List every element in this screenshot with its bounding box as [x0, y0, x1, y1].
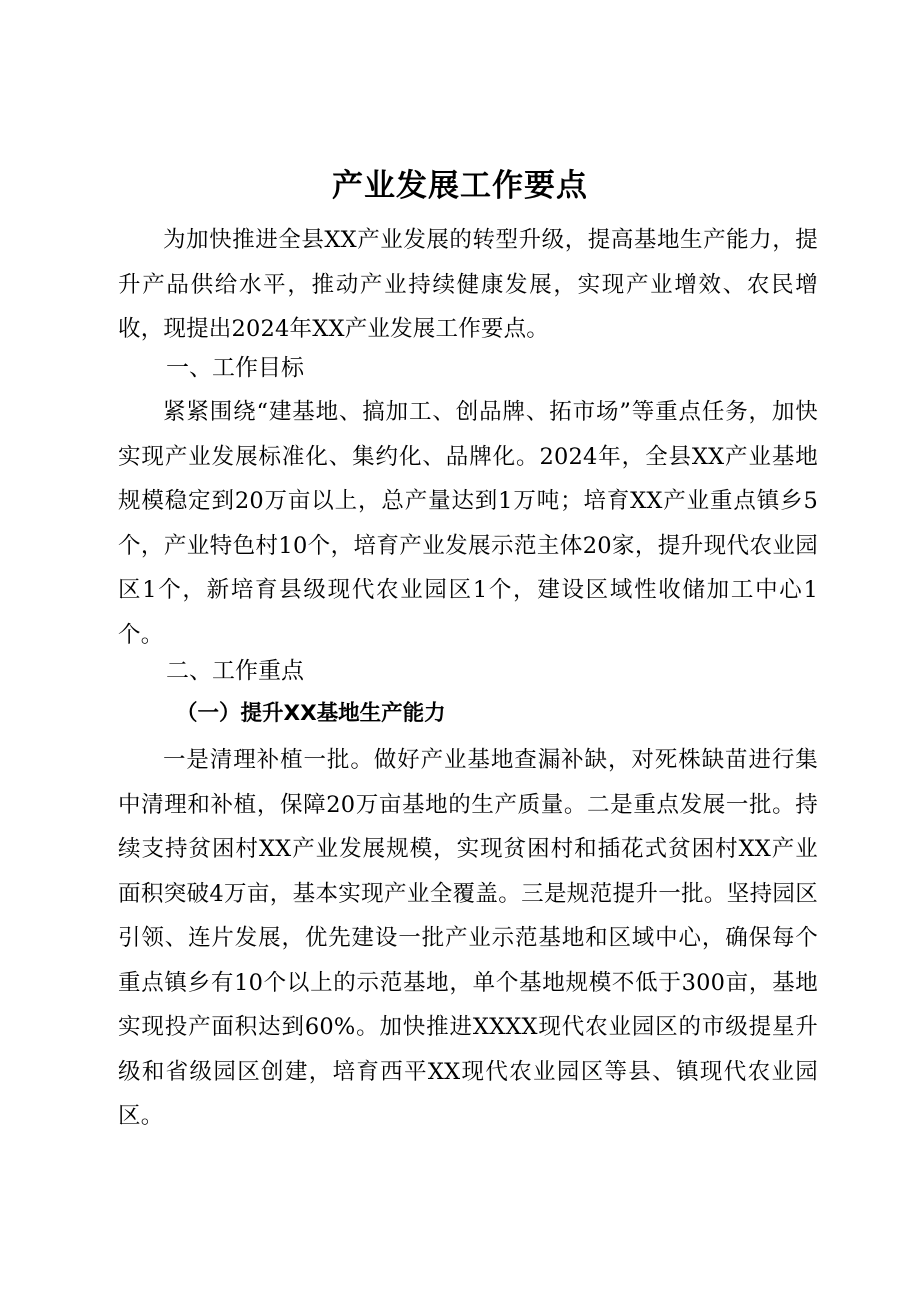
section-heading-goals: 一、工作目标 [166, 355, 304, 381]
base-capacity-paragraph: 一是清理补植一批。做好产业基地查漏补缺，对死株缺苗进行集中清理和补植，保障20万亩基地的生产质量。二是重点发展一批。持续支持贫困村XX产业发展规模，实现贫困村和插花式贫困村XX产业面积突破4万亩，基本实现产业全覆盖。三是规范提升一批。坚持园区引领、连片发展，优先建设一批产业示范基地和区域中心，确保每个重点镇乡有10个以上的示范基地，单个基地规模不低于300亩，基地实现投产面积达到60%。加快推进XXXX现代农业园区的市级提星升级和省级园区创建，培育西平XX现代农业园区等县、镇现代农业园区。 [118, 747, 818, 1129]
intro-paragraph: 为加快推进全县XX产业发展的转型升级，提高基地生产能力，提升产品供给水平，推动产业持续健康发展，实现产业增效、农民增收，现提出2024年XX产业发展工作要点。 [118, 227, 818, 342]
goals-paragraph: 紧紧围绕“建基地、搞加工、创品牌、拓市场”等重点任务，加快实现产业发展标准化、集约化、品牌化。2024年，全县XX产业基地规模稳定到20万亩以上，总产量达到1万吨；培育XX产业重点镇乡5个，产业特色村10个，培育产业发展示范主体20家，提升现代农业园区1个，新培育县级现代农业园区1个，建设区域性收储加工中心1个。 [118, 399, 818, 648]
subsection-heading-base-capacity: （一）提升XX基地生产能力 [176, 701, 446, 726]
section-heading-priorities: 二、工作重点 [166, 658, 304, 684]
document-title: 产业发展工作要点 [332, 168, 588, 204]
